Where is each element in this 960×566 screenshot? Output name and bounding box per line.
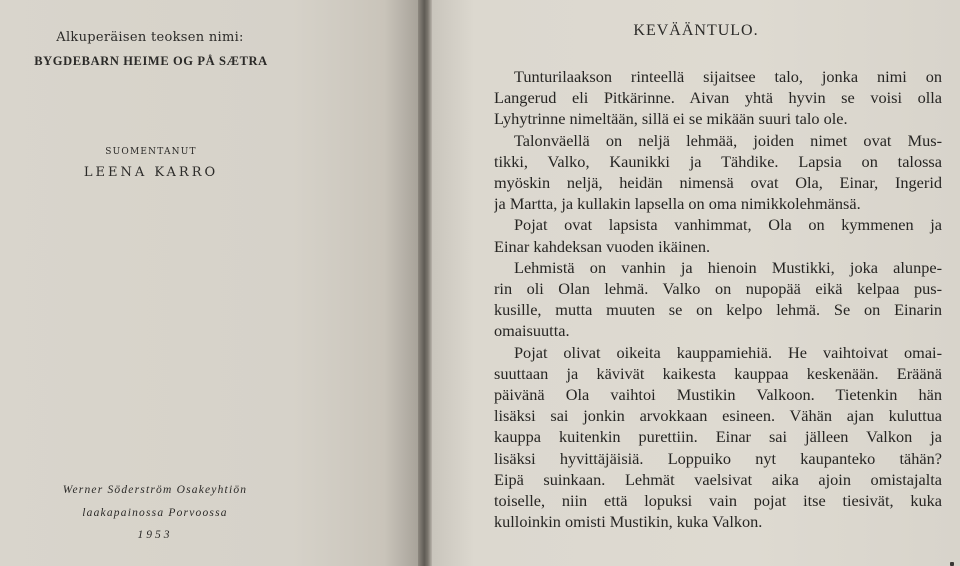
paragraph bbox=[494, 214, 942, 256]
printer-line-1: Werner Söderström Osakeyhtiön bbox=[62, 484, 248, 496]
translator-name: LEENA KARRO bbox=[83, 165, 219, 180]
printer-line-2: laakapainossa Porvoossa bbox=[82, 507, 228, 519]
text-line: kauppa kuitenkin purettiin. Einar sai jälleen Valkon ja bbox=[494, 427, 942, 447]
text-line: toiselle, niin että lopuksi vain pojat itse tiesivät, kuka bbox=[494, 491, 942, 511]
text-line: ja Martta, ja kullakin lapsella on oma nimikkolehmänsä. bbox=[494, 194, 861, 214]
text-line: rin oli Olan lehmä. Valko on nupopää eikä kelpaa pus- bbox=[494, 279, 942, 299]
text-line: suuttaan ja kävivät kaikesta kauppaa keskenään. Eräänä bbox=[494, 363, 942, 383]
text-line: päivänä Ola vaihtoi Mustikin Valkoon. Tietenkin hän bbox=[494, 385, 942, 405]
chapter-body bbox=[494, 66, 942, 532]
text-line: Lehmistä on vanhin ja hienoin Mustikki, joka alunpe- bbox=[514, 257, 942, 277]
chapter-title: KEVÄÄNTULO. bbox=[633, 22, 759, 39]
text-line: kulloinkin omisti Mustikin, kuka Valkon. bbox=[494, 512, 763, 532]
text-line: lisäksi sai jonkin arvokkaan esineen. Vähän ajan kuluttua bbox=[494, 406, 942, 426]
original-title: BYGDEBARN HEIME OG PÅ SÆTRA bbox=[34, 54, 268, 68]
text-line: Pojat olivat oikeita kauppamiehiä. He vaihtoivat omai- bbox=[514, 342, 942, 362]
text-line: myöskin neljä, heidän nimensä ovat Ola, Einar, Ingerid bbox=[494, 173, 942, 193]
paragraph bbox=[494, 342, 942, 533]
text-line: lisäksi hyvittäjäisiä. Loppuiko nyt kaupanteko tähän? bbox=[494, 448, 942, 468]
paragraph bbox=[494, 130, 942, 215]
title-verso bbox=[0, 0, 410, 566]
paragraph bbox=[494, 66, 942, 130]
original-title-label: Alkuperäisen teoksen nimi: bbox=[56, 30, 244, 45]
translator-label: SUOMENTANUT bbox=[105, 147, 197, 157]
text-line: Talonväellä on neljä lehmää, joiden nimet ovat Mus- bbox=[514, 130, 942, 150]
book-gutter bbox=[418, 0, 432, 566]
text-line: Langerud eli Pitkärinne. Aivan yhtä hyvin se voisi olla bbox=[494, 88, 942, 108]
text-line: Tunturilaakson rinteellä sijaitsee talo, jonka nimi on bbox=[514, 67, 942, 86]
text-line: tikki, Valko, Kaunikki ja Tähdike. Lapsia on talossa bbox=[494, 151, 942, 171]
text-line: kusille, mutta muuten se on kelpo lehmä. Se on Einarin bbox=[494, 300, 942, 320]
text-line: Lyhytrinne nimeltään, sillä ei se mikään suuri talo ole. bbox=[494, 109, 848, 129]
print-year: 1953 bbox=[137, 529, 173, 541]
chapter-page bbox=[432, 0, 960, 566]
page-corner-mark bbox=[950, 562, 954, 566]
text-line: Eipä suinkaan. Lehmät vaelsivat aika ajoin omistajalta bbox=[494, 469, 942, 489]
paragraph bbox=[494, 257, 942, 342]
text-line: Einar kahdeksan vuoden ikäinen. bbox=[494, 236, 711, 256]
text-line: Pojat ovat lapsista vanhimmat, Ola on kymmenen ja bbox=[514, 215, 942, 235]
text-line: omaisuutta. bbox=[494, 321, 570, 341]
